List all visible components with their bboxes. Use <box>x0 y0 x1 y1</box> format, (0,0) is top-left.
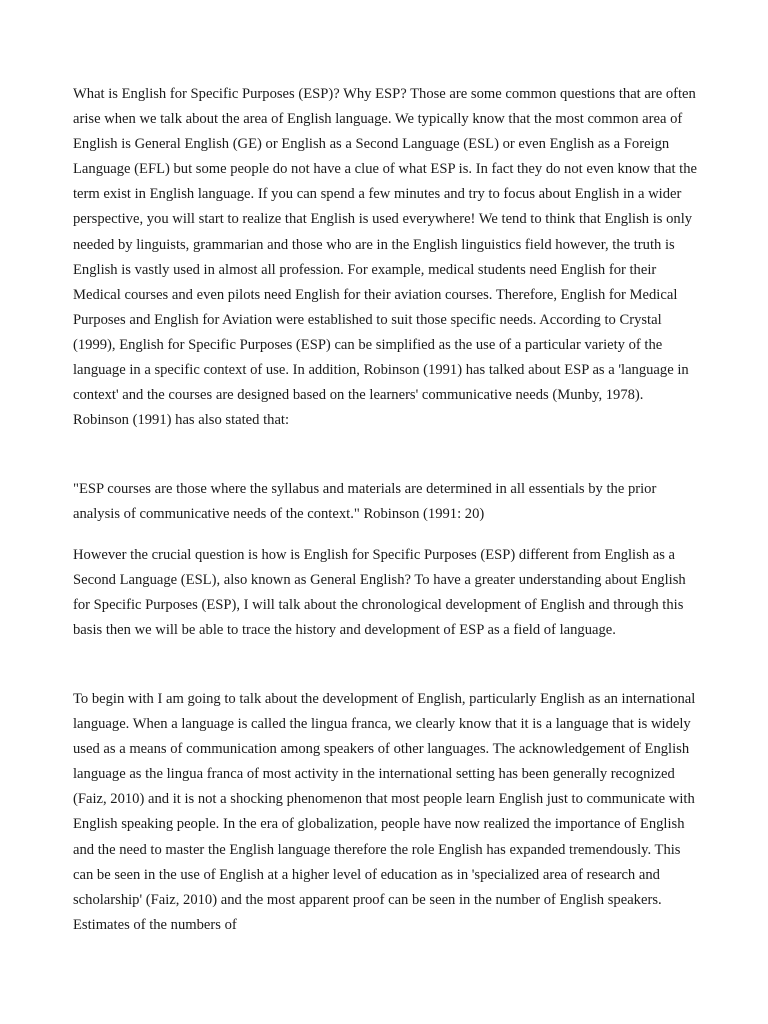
paragraph-intro: What is English for Specific Purposes (ESP)? Why ESP? Those are some common questions that are often arise when we talk about the area of English language. We typically know that the most common area of English is General English (GE) or English as a Second Language (ESL) or even English as a Foreign Language (EFL) but some people do not have a clue of what ESP is. In fact they do not even know that the term exist in English language. If you can spend a few minutes and try to focus about English in a wider perspective, you will start to realize that English is used everywhere! We tend to think that English is only needed by linguists, grammarian and those who are in the English linguistics field however, the truth is English is vastly used in almost all profession. For example, medical students need English for their Medical courses and even pilots need English for their aviation courses. Therefore, English for Medical Purposes and English for Aviation were established to suit those specific needs. According to Crystal (1999), English for Specific Purposes (ESP) can be simplified as the use of a particular variety of the language in a specific context of use. In addition, Robinson (1991) has talked about ESP as a 'language in context' and the courses are designed based on the learners' communicative needs (Munby, 1978). Robinson (1991) has also stated that: <box>73 86 697 429</box>
paragraph-quote: "ESP courses are those where the syllabus and materials are determined in all essentials by the prior analysis of communicative needs of the context." Robinson (1991: 20) <box>73 481 657 523</box>
paragraph-question: However the crucial question is how is English for Specific Purposes (ESP) different from English as a Second Language (ESL), also known as General English? To have a greater understanding about English for Specific Purposes (ESP), I will talk about the chronological development of English and through this basis then we will be able to trace the history and development of ESP as a field of language. <box>73 547 686 639</box>
paragraph-development: To begin with I am going to talk about the development of English, particularly English as an international language. When a language is called the lingua franca, we clearly know that it is a language that is widely used as a means of communication among speakers of other languages. The acknowledgement of English language as the lingua franca of most activity in the international setting has been generally recognized (Faiz, 2010) and it is not a shocking phenomenon that most people learn English just to communicate with English speaking people. In the era of globalization, people have now realized the importance of English and the need to master the English language therefore the role English has expanded tremendously. This can be seen in the use of English at a higher level of education as in 'specialized area of research and scholarship' (Faiz, 2010) and the most apparent proof can be seen in the number of English speakers. Estimates of the numbers of <box>73 691 696 933</box>
